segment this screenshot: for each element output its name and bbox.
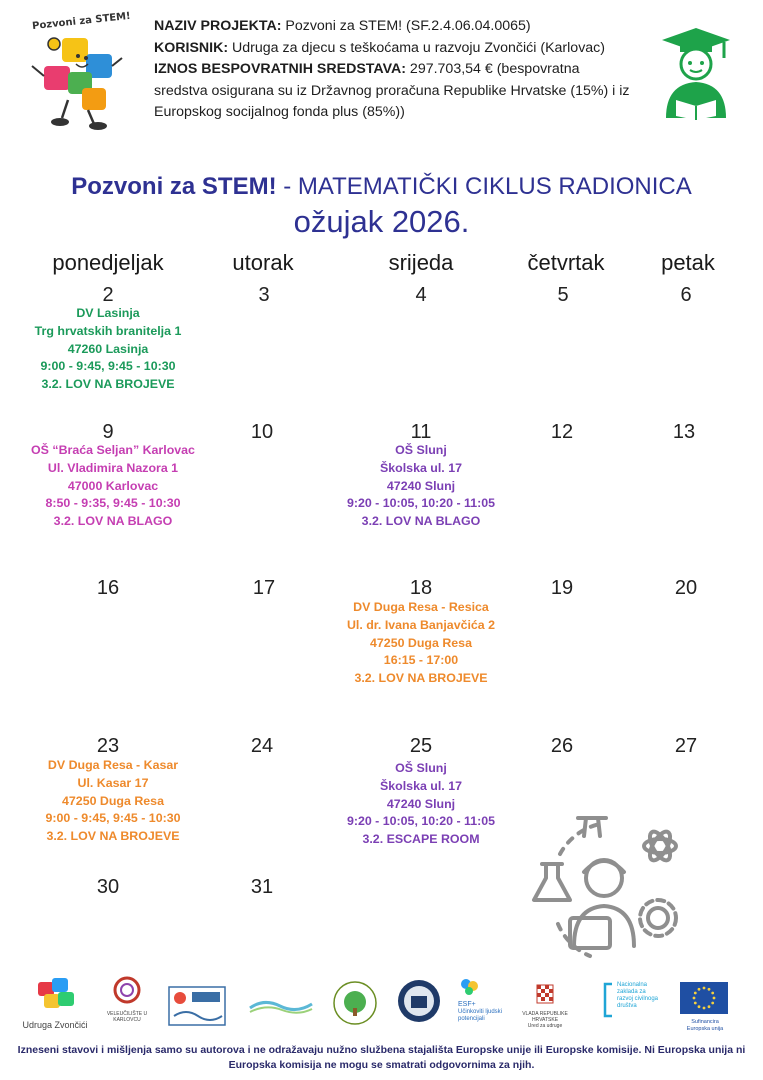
day-number: 31: [250, 876, 274, 898]
event-venue: OŠ “Braća Seljan” Karlovac: [31, 443, 195, 457]
event-city: 47240 Slunj: [386, 796, 456, 811]
vlada-label: VLADA REPUBLIKE HRVATSKE: [522, 1011, 568, 1023]
eu-label: Sufinancira Europska unija: [686, 1019, 724, 1032]
day-number: 25: [409, 735, 433, 757]
event-time: 8:50 - 9:35, 9:45 - 10:30: [45, 496, 181, 511]
pozvoni-za-stem-logo: [22, 10, 134, 134]
event-venue: OŠ Slunj: [395, 443, 447, 457]
amount-label: IZNOS BESPOVRATNIH SREDSTAVA:: [154, 61, 406, 77]
partner-veleuciliste: [104, 976, 150, 1023]
project-info: [154, 16, 634, 124]
event-address: Ul. Kasar 17: [77, 775, 149, 790]
event-workshop: 3.2. LOV NA BROJEVE: [354, 671, 488, 686]
event-day-18: [316, 599, 526, 688]
esf-label: ESF+: [458, 1001, 476, 1008]
day-number: 27: [674, 735, 698, 757]
day-number: 4: [415, 284, 427, 306]
day-number: 17: [252, 577, 276, 599]
puzzle-figure-icon: [22, 14, 134, 134]
day-number: 9: [102, 421, 114, 443]
day-number: 26: [550, 735, 574, 757]
day-number: 12: [550, 421, 574, 443]
partner-logos: [0, 972, 763, 1032]
partner-braca-seljan-logo-icon: [396, 978, 442, 1029]
event-city: 47240 Slunj: [386, 478, 456, 493]
partner-slunj-logo-icon: [168, 986, 226, 1031]
weekday-monday: ponedjeljak: [52, 250, 164, 275]
title-rest: - MATEMATIČKI CIKLUS RADIONICA: [276, 173, 692, 200]
day-number: 23: [96, 735, 120, 757]
event-workshop: 3.2. LOV NA BLAGO: [361, 514, 481, 529]
day-number: 24: [250, 735, 274, 757]
day-number: 13: [672, 421, 696, 443]
event-time: 9:20 - 10:05, 10:20 - 11:05: [346, 496, 496, 511]
day-number: 10: [250, 421, 274, 443]
croatian-coat-of-arms-icon: [536, 984, 554, 1006]
event-day-23: [8, 757, 218, 846]
partner-esf: [458, 976, 502, 1023]
event-workshop: 3.2. LOV NA BLAGO: [53, 514, 173, 529]
day-number: 20: [674, 577, 698, 599]
amount-value: 297.703,54 € (bespovratna sredstva osigurana su iz Državnog proračuna Republike Hrvatske (15%) i iz Europskog socijalnog fonda plus (85%)): [154, 61, 630, 120]
event-address: Školska ul. 17: [380, 778, 462, 793]
day-number: 6: [680, 284, 692, 306]
event-address: Trg hrvatskih branitelja 1: [34, 323, 182, 338]
event-day-2: [8, 305, 208, 394]
weekday-friday: petak: [661, 250, 715, 275]
event-address: Ul. dr. Ivana Banjavčića 2: [346, 617, 496, 632]
event-day-25: [316, 760, 526, 849]
event-venue: DV Duga Resa - Kasar: [47, 758, 179, 772]
graduate-student-icon: [658, 24, 734, 120]
event-time: 16:15 - 17:00: [383, 653, 459, 668]
month-title: ožujak 2026.: [293, 204, 470, 239]
event-venue: DV Lasinja: [76, 306, 140, 320]
event-city: 47260 Lasinja: [67, 341, 149, 356]
event-workshop: 3.2. ESCAPE ROOM: [362, 832, 480, 847]
day-number: 30: [96, 876, 120, 898]
event-day-9: [8, 442, 218, 531]
esf-logo-icon: [458, 976, 482, 996]
partner-wave-logo-icon: [248, 994, 314, 1021]
day-number: 5: [557, 284, 569, 306]
partner-veleuciliste-label: VELEUČILIŠTE U KARLOVCU: [106, 1011, 148, 1023]
partner-vlada: [512, 984, 578, 1029]
project-value: Pozvoni za STEM! (SF.2.4.06.04.0065): [281, 18, 531, 34]
event-venue: DV Duga Resa - Resica: [353, 600, 489, 614]
weekday-wednesday: srijeda: [388, 250, 454, 275]
user-value: Udruga za djecu s teškoćama u razvoju Zvončići (Karlovac): [228, 39, 606, 56]
partner-eu: [680, 982, 730, 1032]
day-number: 19: [550, 577, 574, 599]
event-time: 9:20 - 10:05, 10:20 - 11:05: [346, 814, 496, 829]
event-venue: OŠ Slunj: [395, 761, 447, 775]
esf-sub-label: Učinkoviti ljudski potencijali: [458, 1009, 503, 1022]
event-city: 47000 Karlovac: [67, 478, 159, 493]
event-workshop: 3.2. LOV NA BROJEVE: [41, 377, 175, 392]
event-day-11: [316, 442, 526, 531]
day-number: 11: [410, 421, 432, 443]
event-time: 9:00 - 9:45, 9:45 - 10:30: [40, 359, 176, 374]
project-label: NAZIV PROJEKTA:: [154, 18, 282, 34]
event-address: Školska ul. 17: [380, 460, 462, 475]
partner-zvoncici-label: Udruga Zvončići: [22, 1020, 88, 1030]
event-time: 9:00 - 9:45, 9:45 - 10:30: [45, 811, 181, 826]
logo-text: Pozvoni za STEM!: [31, 10, 132, 33]
cycle-title: [0, 173, 763, 201]
partner-lasinja-logo-icon: [332, 980, 378, 1031]
user-label: KORISNIK:: [154, 39, 229, 56]
puzzle-logo-icon: [20, 976, 90, 1016]
event-city: 47250 Duga Resa: [62, 793, 164, 808]
veleuciliste-logo-icon: [104, 976, 150, 1006]
vlada-sub-label: Ured za udruge: [527, 1023, 563, 1029]
science-illustration-icon: [530, 814, 680, 964]
zaklada-bracket-icon: [602, 982, 614, 1018]
weekday-thursday: četvrtak: [527, 250, 605, 275]
eu-flag-icon: [680, 982, 728, 1014]
partner-zvoncici: [20, 976, 90, 1030]
day-number: 2: [102, 284, 114, 306]
day-number: 18: [409, 577, 433, 599]
partner-zaklada: [602, 982, 660, 1018]
day-number: 16: [96, 577, 120, 599]
day-number: 3: [258, 284, 270, 306]
event-city: 47250 Duga Resa: [370, 635, 472, 650]
weekday-tuesday: utorak: [232, 250, 294, 275]
event-workshop: 3.2. LOV NA BROJEVE: [46, 829, 180, 844]
zaklada-label: Nacionalna zaklada za razvoj civilnoga društva: [617, 982, 659, 1009]
eu-disclaimer: Izneseni stavovi i mišljenja samo su autorova i ne odražavaju nužno službena stajališta Europske unije ili Europske komisije. Ni Europska unija ni Europska komisija ne mogu se smatrati odgovornima za njih.: [17, 1044, 746, 1071]
event-address: Ul. Vladimira Nazora 1: [47, 460, 179, 475]
title-main: Pozvoni za STEM!: [71, 173, 277, 200]
